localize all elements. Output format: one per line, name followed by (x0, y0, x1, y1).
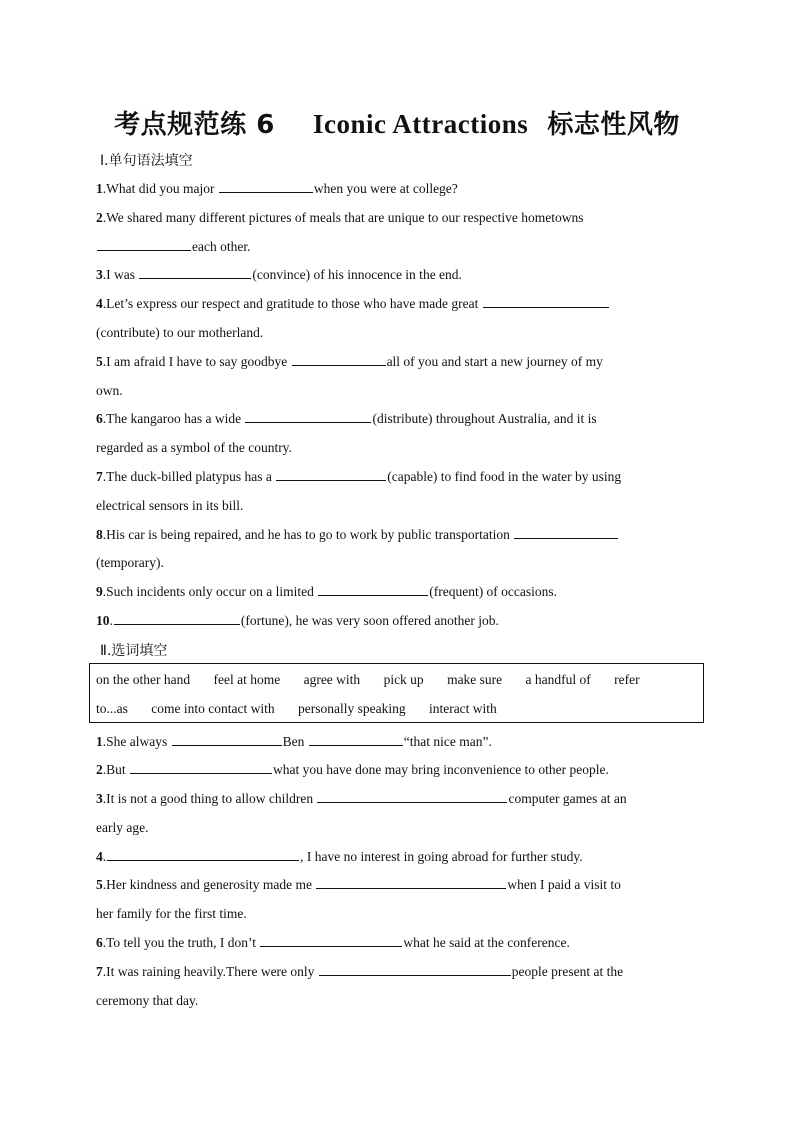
word-bank-row-2 (96, 701, 517, 717)
s2-item-1: 1.She always Ben “that nice man”. (96, 734, 492, 749)
s1-item-4: 4.Let’s express our respect and gratitude to those who have made great (96, 295, 706, 313)
s2-item-6: 6.To tell you the truth, I don’t what he said at the conference. (96, 935, 570, 950)
answer-blank[interactable] (483, 295, 609, 308)
word-bank-phrase: agree with (303, 672, 361, 687)
s1-item-8-cont: (temporary). (96, 555, 164, 570)
answer-blank[interactable] (107, 848, 299, 861)
answer-blank[interactable] (317, 790, 507, 803)
word-bank-phrase: come into contact with (151, 701, 275, 716)
s2-item-3: 3.It is not a good thing to allow children computer games at an (96, 791, 627, 806)
s2-item-2: 2.But what you have done may bring inconvenience to other people. (96, 762, 609, 777)
word-bank-phrase: a handful of (525, 672, 591, 687)
answer-blank[interactable] (172, 733, 282, 746)
page-title (0, 104, 794, 141)
answer-blank[interactable] (260, 934, 402, 947)
s1-item-10: 10. (fortune), he was very soon offered another job. (96, 613, 499, 628)
s1-item-4-cont: (contribute) to our motherland. (96, 325, 264, 340)
title-en: Iconic Attractions (313, 109, 529, 139)
word-bank-phrase: pick up (383, 672, 424, 687)
s1-item-7-cont: electrical sensors in its bill. (96, 498, 244, 513)
answer-blank[interactable] (316, 876, 506, 889)
answer-blank[interactable] (219, 180, 313, 193)
word-bank-phrase: to...as (96, 701, 128, 716)
s2-item-5: 5.Her kindness and generosity made me when I paid a visit to (96, 877, 621, 892)
s1-item-6-cont: regarded as a symbol of the country. (96, 440, 292, 455)
s1-item-9: 9.Such incidents only occur on a limited (frequent) of occasions. (96, 584, 558, 599)
answer-blank[interactable] (245, 410, 371, 423)
s1-item-2: 2.We shared many different pictures of meals that are unique to our respective hometowns (96, 210, 584, 225)
s1-item-5: 5.I am afraid I have to say goodbye all of you and start a new journey of my (96, 354, 603, 369)
s2-item-7-cont: ceremony that day. (96, 993, 199, 1008)
s2-item-4: 4. , I have no interest in going abroad for further study. (96, 849, 583, 864)
word-bank-phrase: personally speaking (297, 701, 406, 716)
answer-blank[interactable] (318, 583, 428, 596)
section1-heading: Ⅰ.单句语法填空 (100, 153, 193, 169)
s1-item-5-cont: own. (96, 383, 123, 398)
title-cn-suffix: 标志性风物 (547, 110, 680, 140)
s1-item-3: 3.I was (convince) of his innocence in the end. (96, 267, 462, 282)
answer-blank[interactable] (514, 526, 618, 539)
title-cn-prefix: 考点规范练 6 (114, 110, 275, 140)
section2-heading: Ⅱ.选词填空 (100, 643, 168, 659)
answer-blank[interactable] (276, 468, 386, 481)
word-bank-row-1 (96, 672, 660, 688)
answer-blank[interactable] (114, 612, 240, 625)
word-bank-phrase: refer (614, 672, 640, 687)
s1-item-6: 6.The kangaroo has a wide (distribute) throughout Australia, and it is (96, 411, 597, 426)
answer-blank[interactable] (130, 761, 272, 774)
word-bank-phrase: on the other hand (96, 672, 191, 687)
s1-item-8: 8.His car is being repaired, and he has to go to work by public transportation (96, 526, 706, 544)
answer-blank[interactable] (292, 353, 386, 366)
answer-blank[interactable] (139, 266, 251, 279)
s1-item-7: 7.The duck-billed platypus has a (capable) to find food in the water by using (96, 469, 622, 484)
word-bank-phrase: feel at home (213, 672, 281, 687)
s1-item-2-cont: each other. (96, 238, 706, 256)
s2-item-7: 7.It was raining heavily.There were only people present at the (96, 964, 624, 979)
word-bank-phrase: make sure (447, 672, 503, 687)
word-bank-phrase: interact with (428, 701, 497, 716)
s1-item-1: 1.What did you major when you were at college? (96, 181, 458, 196)
answer-blank[interactable] (319, 963, 511, 976)
answer-blank[interactable] (97, 238, 191, 251)
s2-item-5-cont: her family for the first time. (96, 906, 247, 921)
answer-blank[interactable] (309, 733, 403, 746)
s2-item-3-cont: early age. (96, 820, 149, 835)
word-bank-box (89, 663, 704, 723)
